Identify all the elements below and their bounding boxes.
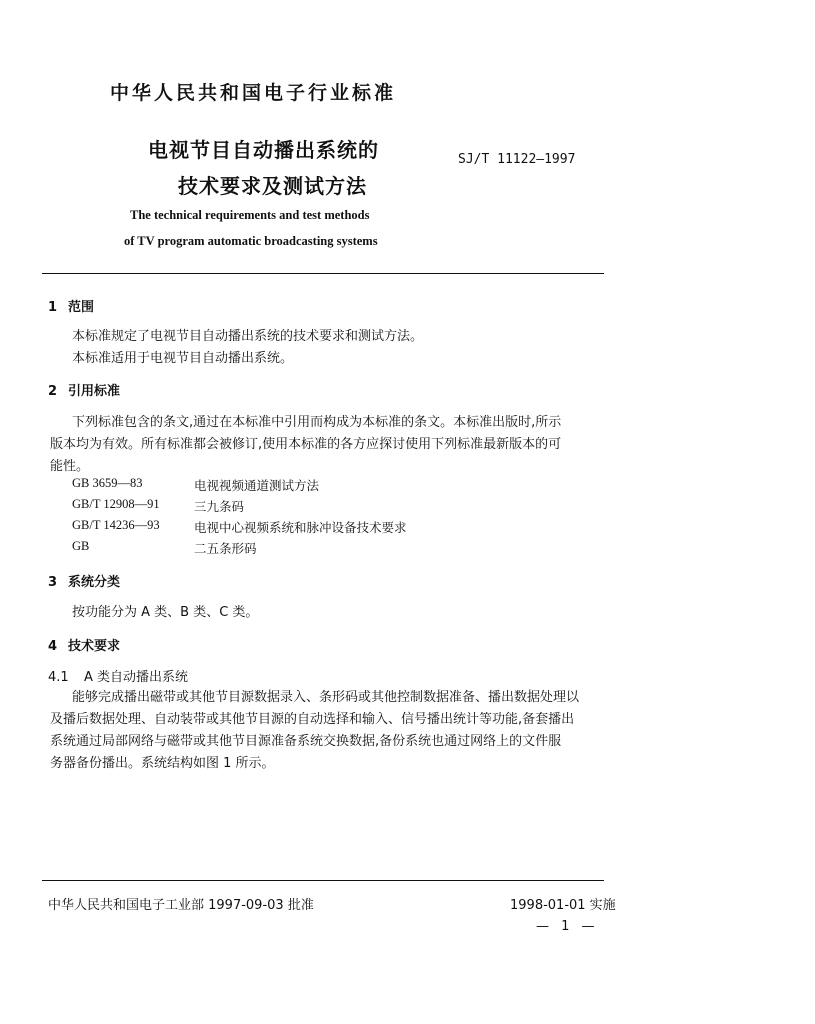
paragraph: 本标准适用于电视节目自动播出系统。 [72, 351, 294, 366]
reference-code: GB/T 14236—93 [72, 518, 160, 532]
reference-code: GB/T 12908—91 [72, 497, 160, 511]
page-number: — 1 — [536, 919, 599, 934]
document-title-line2: 技术要求及测试方法 [178, 174, 367, 198]
paragraph-line: 务器备份播出。系统结构如图 1 所示。 [50, 756, 275, 771]
section-4-heading [48, 635, 120, 654]
document-title-line1: 电视节目自动播出系统的 [148, 138, 379, 162]
section-title: 范围 [68, 300, 95, 315]
section-title: 技术要求 [68, 639, 121, 654]
paragraph-line: 能够完成播出磁带或其他节目源数据录入、条形码或其他控制数据准备、播出数据处理以 [72, 690, 580, 705]
section-number: 2 [48, 384, 58, 399]
section-number: 1 [48, 300, 58, 315]
english-title-line2: of TV program automatic broadcasting systems [124, 234, 378, 248]
header-divider [42, 273, 604, 274]
section-1-heading [48, 296, 94, 315]
reference-code: GB 3659—83 [72, 476, 143, 490]
paragraph-line: 版本均为有效。所有标准都会被修订,使用本标准的各方应探讨使用下列标准最新版本的可 [50, 437, 562, 452]
paragraph-line: 系统通过局部网络与磁带或其他节目源准备系统交换数据,备份系统也通过网络上的文件服 [50, 734, 562, 749]
reference-title: 电视中心视频系统和脉冲设备技术要求 [194, 520, 407, 535]
footer-divider [42, 880, 604, 881]
reference-title: 三九条码 [194, 499, 245, 514]
reference-title: 二五条形码 [194, 541, 257, 556]
section-number: 3 [48, 575, 58, 590]
paragraph: 本标准规定了电视节目自动播出系统的技术要求和测试方法。 [72, 329, 424, 344]
english-title-line1: The technical requirements and test methods [130, 208, 370, 222]
subsection-title: A 类自动播出系统 [84, 670, 189, 685]
standard-category-heading: 中华人民共和国电子行业标准 [110, 82, 397, 104]
reference-code: GB [72, 539, 90, 553]
paragraph: 按功能分为 A 类、B 类、C 类。 [72, 605, 259, 620]
paragraph-line: 能性。 [50, 459, 90, 474]
section-3-heading [48, 571, 120, 590]
subsection-number: 4.1 [48, 670, 69, 685]
approval-info: 中华人民共和国电子工业部 1997-09-03 批准 [48, 898, 314, 913]
section-2-heading [48, 380, 120, 399]
section-title: 引用标准 [68, 384, 121, 399]
implementation-date: 1998-01-01 实施 [510, 898, 616, 913]
standard-number: SJ/T 11122—1997 [458, 152, 576, 167]
reference-title: 电视视频通道测试方法 [194, 478, 320, 493]
subsection-4-1-heading [48, 666, 188, 685]
paragraph-line: 下列标准包含的条文,通过在本标准中引用而构成为本标准的条文。本标准出版时,所示 [72, 415, 562, 430]
paragraph-line: 及播后数据处理、自动装带或其他节目源的自动选择和输入、信号播出统计等功能,备套播出 [50, 712, 575, 727]
section-title: 系统分类 [68, 575, 121, 590]
section-number: 4 [48, 639, 58, 654]
